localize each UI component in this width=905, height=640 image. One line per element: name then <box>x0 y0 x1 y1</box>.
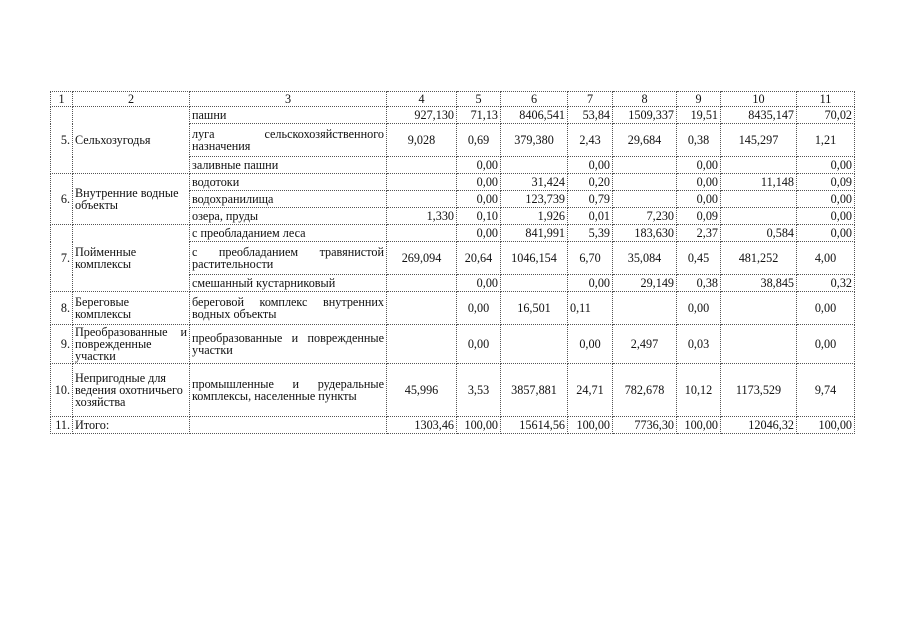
value-cell: 0,584 <box>721 225 797 242</box>
total-label: Итого: <box>73 417 190 434</box>
value-cell <box>501 275 568 292</box>
value-cell: 11,148 <box>721 174 797 191</box>
value-cell: 183,630 <box>613 225 677 242</box>
row-label: промышленные и рудеральные комплексы, населенные пункты <box>190 364 387 417</box>
value-cell: 7736,30 <box>613 417 677 434</box>
value-cell: 1046,154 <box>501 242 568 275</box>
value-cell: 0,00 <box>677 157 721 174</box>
column-header: 11 <box>797 92 855 107</box>
table-row <box>51 107 855 124</box>
value-cell: 19,51 <box>677 107 721 124</box>
value-cell: 927,130 <box>387 107 457 124</box>
value-cell: 100,00 <box>797 417 855 434</box>
value-cell: 145,297 <box>721 124 797 157</box>
value-cell: 5,39 <box>568 225 613 242</box>
group-name: Береговые комплексы <box>73 292 190 325</box>
group-number: 7. <box>51 225 73 292</box>
column-header: 9 <box>677 92 721 107</box>
value-cell: 0,10 <box>457 208 501 225</box>
value-cell: 269,094 <box>387 242 457 275</box>
value-cell <box>501 157 568 174</box>
value-cell: 7,230 <box>613 208 677 225</box>
column-header: 2 <box>73 92 190 107</box>
value-cell <box>387 225 457 242</box>
table-row <box>51 364 855 417</box>
value-cell: 0,09 <box>677 208 721 225</box>
value-cell: 6,70 <box>568 242 613 275</box>
value-cell: 481,252 <box>721 242 797 275</box>
row-label: пашни <box>190 107 387 124</box>
value-cell: 0,00 <box>457 174 501 191</box>
value-cell <box>387 191 457 208</box>
value-cell <box>613 292 677 325</box>
column-header: 4 <box>387 92 457 107</box>
value-cell: 12046,32 <box>721 417 797 434</box>
value-cell: 0,01 <box>568 208 613 225</box>
value-cell <box>387 292 457 325</box>
row-label <box>190 417 387 434</box>
column-header: 8 <box>613 92 677 107</box>
value-cell: 15614,56 <box>501 417 568 434</box>
value-cell: 71,13 <box>457 107 501 124</box>
value-cell: 0,00 <box>457 325 501 364</box>
value-cell: 1509,337 <box>613 107 677 124</box>
value-cell: 2,37 <box>677 225 721 242</box>
table-row <box>51 225 855 242</box>
value-cell <box>613 157 677 174</box>
group-number: 9. <box>51 325 73 364</box>
column-header: 5 <box>457 92 501 107</box>
group-name: Пойменные комплексы <box>73 225 190 292</box>
value-cell: 0,32 <box>797 275 855 292</box>
column-header: 7 <box>568 92 613 107</box>
value-cell: 0,00 <box>797 157 855 174</box>
value-cell: 0,00 <box>568 275 613 292</box>
value-cell: 0,09 <box>797 174 855 191</box>
value-cell <box>387 325 457 364</box>
value-cell: 4,00 <box>797 242 855 275</box>
land-category-table <box>50 91 855 434</box>
group-name: Внутренние водные объекты <box>73 174 190 225</box>
value-cell: 100,00 <box>677 417 721 434</box>
value-cell: 0,00 <box>457 157 501 174</box>
value-cell: 10,12 <box>677 364 721 417</box>
group-number: 6. <box>51 174 73 225</box>
row-label: смешанный кустарниковый <box>190 275 387 292</box>
value-cell: 0,38 <box>677 124 721 157</box>
value-cell: 841,991 <box>501 225 568 242</box>
value-cell: 0,00 <box>457 275 501 292</box>
value-cell: 0,79 <box>568 191 613 208</box>
group-number: 11. <box>51 417 73 434</box>
value-cell <box>721 191 797 208</box>
row-label: водохранилища <box>190 191 387 208</box>
value-cell <box>387 157 457 174</box>
value-cell: 8435,147 <box>721 107 797 124</box>
value-cell: 0,00 <box>797 292 855 325</box>
value-cell: 782,678 <box>613 364 677 417</box>
value-cell: 2,43 <box>568 124 613 157</box>
total-row <box>51 417 855 434</box>
value-cell: 0,00 <box>797 325 855 364</box>
group-name: Преобразованные и поврежденные участки <box>73 325 190 364</box>
row-label: береговой комплекс внутренних водных объекты <box>190 292 387 325</box>
group-number: 8. <box>51 292 73 325</box>
group-number: 10. <box>51 364 73 417</box>
value-cell: 0,69 <box>457 124 501 157</box>
value-cell: 3857,881 <box>501 364 568 417</box>
row-label: с преобладанием леса <box>190 225 387 242</box>
value-cell: 0,00 <box>677 174 721 191</box>
value-cell <box>387 174 457 191</box>
value-cell: 53,84 <box>568 107 613 124</box>
row-label: с преобладанием травянистой растительности <box>190 242 387 275</box>
row-label: преобразованные и поврежденные участки <box>190 325 387 364</box>
row-label: озера, пруды <box>190 208 387 225</box>
value-cell: 8406,541 <box>501 107 568 124</box>
value-cell: 0,00 <box>457 292 501 325</box>
value-cell: 0,00 <box>797 208 855 225</box>
value-cell <box>721 292 797 325</box>
column-header: 3 <box>190 92 387 107</box>
value-cell: 0,03 <box>677 325 721 364</box>
value-cell: 0,38 <box>677 275 721 292</box>
value-cell: 2,497 <box>613 325 677 364</box>
value-cell: 0,00 <box>797 191 855 208</box>
column-header: 6 <box>501 92 568 107</box>
value-cell: 20,64 <box>457 242 501 275</box>
value-cell: 123,739 <box>501 191 568 208</box>
value-cell: 379,380 <box>501 124 568 157</box>
value-cell: 0,11 <box>568 292 613 325</box>
value-cell: 0,00 <box>457 225 501 242</box>
value-cell: 1,21 <box>797 124 855 157</box>
row-label: луга сельскохозяйственного назначения <box>190 124 387 157</box>
value-cell: 1,926 <box>501 208 568 225</box>
value-cell: 35,084 <box>613 242 677 275</box>
value-cell: 1173,529 <box>721 364 797 417</box>
value-cell: 100,00 <box>457 417 501 434</box>
group-name: Сельхозугодья <box>73 107 190 174</box>
group-name: Непригодные для ведения охотничьего хозяйства <box>73 364 190 417</box>
value-cell: 0,20 <box>568 174 613 191</box>
table-row <box>51 174 855 191</box>
header-row <box>51 92 855 107</box>
value-cell: 29,149 <box>613 275 677 292</box>
column-header: 10 <box>721 92 797 107</box>
row-label: водотоки <box>190 174 387 191</box>
value-cell <box>387 275 457 292</box>
value-cell: 16,501 <box>501 292 568 325</box>
value-cell: 45,996 <box>387 364 457 417</box>
value-cell <box>613 191 677 208</box>
value-cell <box>721 157 797 174</box>
value-cell <box>721 208 797 225</box>
value-cell: 0,00 <box>568 157 613 174</box>
value-cell: 38,845 <box>721 275 797 292</box>
table-row <box>51 292 855 325</box>
row-label: заливные пашни <box>190 157 387 174</box>
value-cell <box>721 325 797 364</box>
value-cell: 70,02 <box>797 107 855 124</box>
value-cell <box>501 325 568 364</box>
value-cell: 0,00 <box>457 191 501 208</box>
value-cell: 100,00 <box>568 417 613 434</box>
value-cell: 0,00 <box>677 292 721 325</box>
column-header: 1 <box>51 92 73 107</box>
table-row <box>51 325 855 364</box>
value-cell: 1,330 <box>387 208 457 225</box>
value-cell: 9,028 <box>387 124 457 157</box>
group-number: 5. <box>51 107 73 174</box>
value-cell: 0,45 <box>677 242 721 275</box>
value-cell: 9,74 <box>797 364 855 417</box>
value-cell <box>613 174 677 191</box>
value-cell: 3,53 <box>457 364 501 417</box>
value-cell: 0,00 <box>568 325 613 364</box>
value-cell: 29,684 <box>613 124 677 157</box>
value-cell: 24,71 <box>568 364 613 417</box>
value-cell: 31,424 <box>501 174 568 191</box>
value-cell: 0,00 <box>677 191 721 208</box>
value-cell: 0,00 <box>797 225 855 242</box>
value-cell: 1303,46 <box>387 417 457 434</box>
